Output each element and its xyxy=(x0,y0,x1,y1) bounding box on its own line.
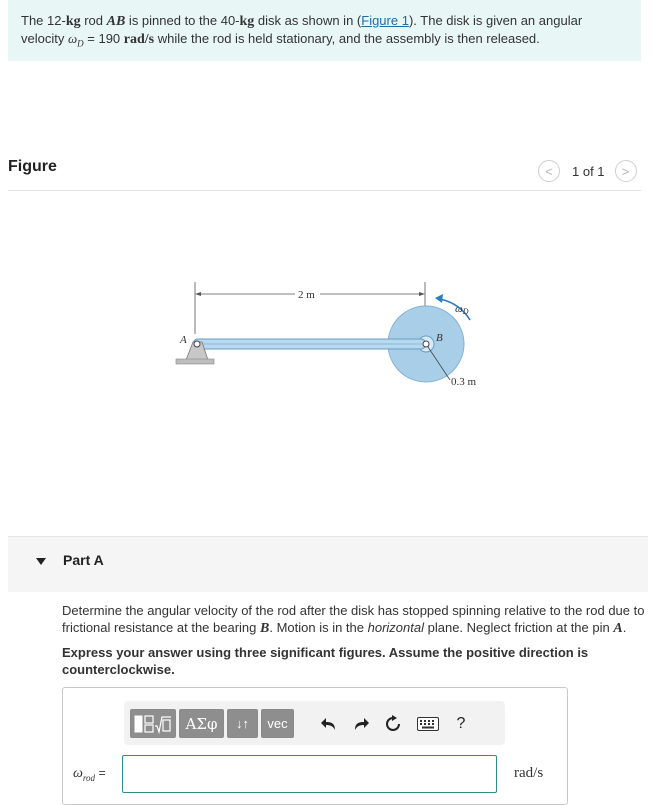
redo-button[interactable] xyxy=(350,713,372,735)
rod-name: AB xyxy=(106,14,126,29)
point-b-label: B xyxy=(436,332,443,344)
answer-instruction: Express your answer using three significant figures. Assume the positive direction is counterclockwise. xyxy=(62,645,589,677)
figure-pager xyxy=(538,159,637,183)
undo-icon xyxy=(321,717,337,731)
math-toolbar xyxy=(124,701,505,745)
figure-title: Figure xyxy=(8,158,57,175)
keyboard-button[interactable] xyxy=(414,713,442,735)
chevron-right-icon: > xyxy=(621,163,630,179)
help-button[interactable]: ? xyxy=(456,715,466,732)
omega-label: ωD xyxy=(455,303,469,316)
undo-button[interactable] xyxy=(318,713,340,735)
redo-icon xyxy=(353,717,369,731)
templates-button[interactable] xyxy=(130,709,176,738)
problem-text: The 12-kg rod AB is pinned to the 40-kg disk as shown in (Figure 1). The disk is given an angular velocity $\omega_D = 190$ rad/s while the rod is held stationary, and the assembly is then released. xyxy=(21,13,583,49)
omega-arrowhead xyxy=(435,294,443,303)
chevron-left-icon: < xyxy=(545,163,553,179)
omega-d-symbol: $\omega_D$ xyxy=(67,31,84,49)
dimension-arrow-left xyxy=(195,292,201,296)
reset-icon xyxy=(384,715,402,733)
prev-figure-button[interactable] xyxy=(538,160,560,182)
templates-icon xyxy=(134,714,172,734)
part-a-question: Determine the angular velocity of the rod after the disk has stopped spinning relative to the rod due to frictional resistance at the bearing B. Motion is in the horizontal plane. Neglect friction at the pin A. xyxy=(62,603,645,636)
answer-label: $\omega_{rod}$ = xyxy=(73,766,106,783)
radius-label: 0.3 m xyxy=(451,376,477,388)
next-figure-button[interactable] xyxy=(615,160,637,182)
reset-button[interactable] xyxy=(382,713,404,735)
answer-input[interactable] xyxy=(122,755,497,793)
arrows-button[interactable]: ↓↑ xyxy=(227,709,258,738)
pin-a xyxy=(194,341,200,347)
ground-base xyxy=(176,359,214,364)
figure-count: 1 of 1 xyxy=(572,163,605,179)
vector-button[interactable]: vec xyxy=(261,709,294,738)
keyboard-icon xyxy=(417,717,439,731)
bearing-b xyxy=(423,341,429,347)
symbols-button[interactable]: ΑΣφ xyxy=(179,709,224,738)
part-a-title: Part A xyxy=(63,552,104,568)
point-a-label: A xyxy=(180,334,187,346)
problem-statement xyxy=(8,0,641,61)
figure-link[interactable]: Figure 1 xyxy=(361,13,409,28)
figure-divider xyxy=(8,190,641,191)
collapse-caret-icon[interactable] xyxy=(36,558,46,565)
rod-disk-figure xyxy=(160,272,500,402)
part-a-header[interactable] xyxy=(8,536,648,592)
answer-unit: rad/s xyxy=(514,765,544,781)
length-label: 2 m xyxy=(298,289,315,301)
answer-panel xyxy=(62,687,568,805)
dimension-arrow-right xyxy=(419,292,425,296)
